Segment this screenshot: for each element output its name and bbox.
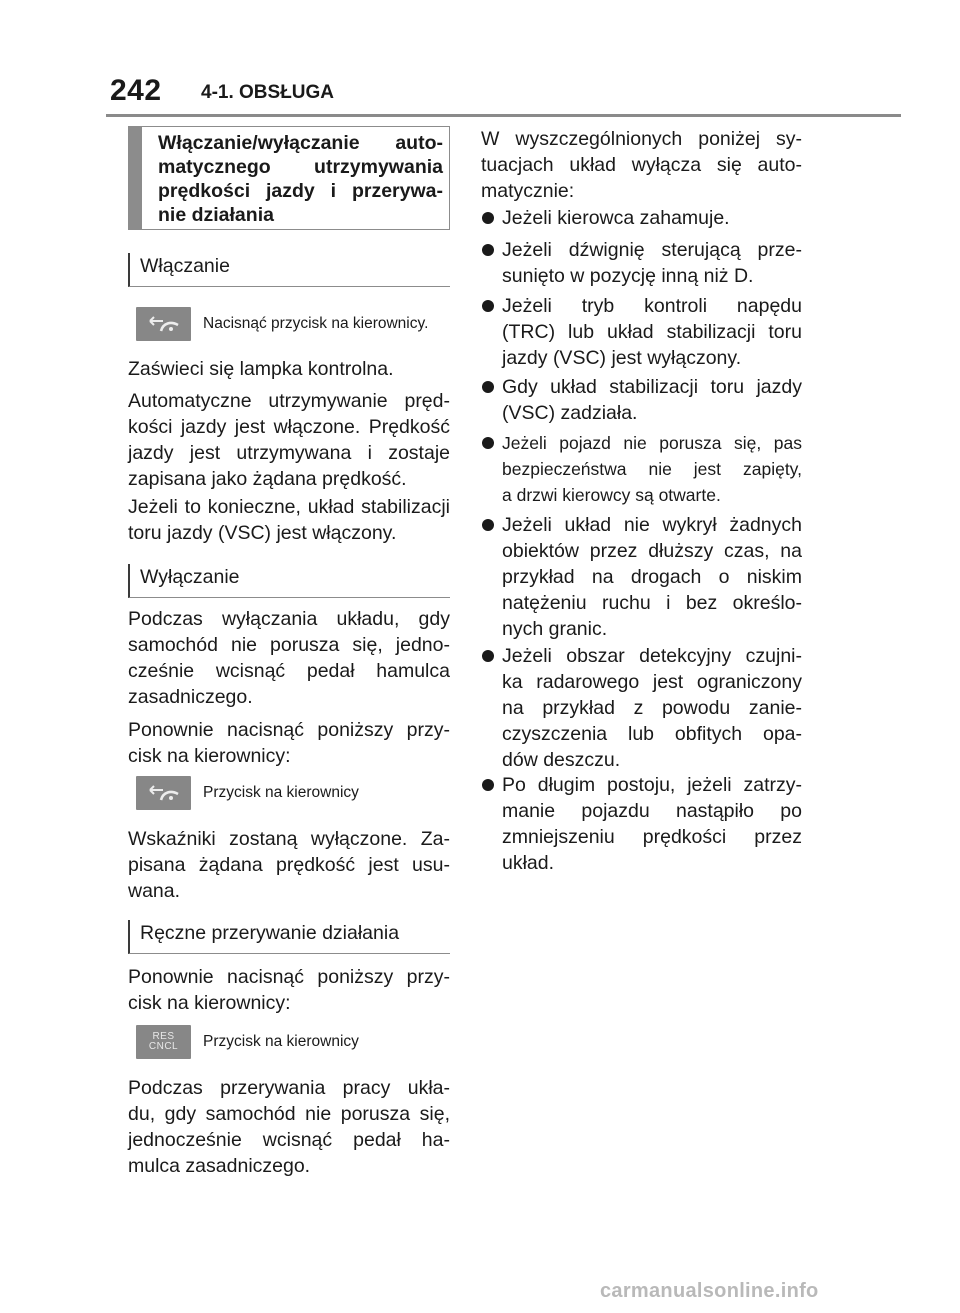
text-line: a drzwi kierowcy są otwarte. — [502, 485, 721, 505]
bullet-item — [481, 237, 802, 289]
bullet-text — [502, 643, 802, 773]
text-line: Wskaźniki zostaną wyłączone. Za- — [128, 828, 450, 850]
heading-off: Wyłączanie — [128, 564, 450, 598]
text-line: mulca zasadniczego. — [128, 1155, 311, 1177]
text-line: Automatyczne utrzymywanie pręd- — [128, 390, 450, 412]
text-line: zasadniczego. — [128, 686, 253, 708]
text-line: obiektów przez dłuższy czas, na — [502, 540, 802, 562]
watermark-link[interactable]: carmanualsonline.info — [600, 1280, 819, 1302]
text-line: ka radarowego jest ograniczony — [502, 671, 802, 693]
heading-manual: Ręczne przerywanie działania — [128, 920, 450, 954]
cruise-button — [136, 776, 191, 810]
text-line: Gdy układ stabilizacji toru jazdy — [502, 376, 802, 398]
bullet-item — [481, 293, 802, 371]
text-line: zapisana jako żądana prędkość. — [128, 468, 407, 490]
button-row-manual — [136, 1025, 456, 1059]
text-line: (VSC) zadziała. — [502, 402, 638, 424]
cncl-text: CNCL — [148, 1041, 179, 1052]
text-line: Ponownie nacisnąć poniższy przy- — [128, 719, 450, 741]
text-line: Zaświeci się lampka kontrolna. — [128, 358, 394, 380]
button-row-on — [136, 307, 456, 341]
button-row-off — [136, 776, 456, 810]
text-line: du, gdy samochód nie porusza się, — [128, 1103, 450, 1125]
text-line: na przykład z powodu zanie- — [502, 697, 802, 719]
text-line: natężeniu ruchu i bez określo- — [502, 592, 802, 614]
text-line: (TRC) lub układ stabilizacji toru — [502, 321, 802, 343]
cruise-button — [136, 307, 191, 341]
text-line: zmniejszeniu prędkości przez — [502, 826, 802, 848]
text-line: wana. — [128, 880, 181, 902]
res-text: RES — [152, 1031, 175, 1042]
text-line: toru jazdy (VSC) jest włączony. — [128, 522, 397, 544]
button-caption: Nacisnąć przycisk na kierownicy. — [203, 315, 429, 332]
bullet-dot-icon — [482, 381, 494, 393]
res-cncl-label — [149, 1032, 178, 1052]
bullet-text — [502, 205, 802, 231]
text-line: cześnie wcisnąć pedał hamulca — [128, 660, 450, 682]
paragraph — [128, 494, 450, 546]
text-line: samochód nie porusza się, jedno- — [128, 634, 450, 656]
text-line: Podczas wyłączania układu, gdy — [128, 608, 450, 630]
paragraph — [128, 388, 450, 492]
text-line: cisk na kierownicy: — [128, 745, 291, 767]
bullet-text — [502, 772, 802, 876]
topic-title-box — [128, 126, 450, 230]
paragraph — [128, 964, 450, 1016]
text-line: jazdy jest utrzymywana i zostaje — [128, 442, 450, 464]
paragraph — [128, 1075, 450, 1179]
topic-title-line: prędkości jazdy i przerywa- — [158, 180, 443, 202]
text-line: Podczas przerywania pracy ukła- — [128, 1077, 450, 1099]
bullet-item — [481, 430, 802, 508]
steering-cruise-icon — [147, 784, 181, 802]
text-line: Jeżeli kierowca zahamuje. — [502, 207, 730, 229]
text-line: pisana żądana prędkość jest usu- — [128, 854, 450, 876]
text-line: nych granic. — [502, 618, 608, 640]
text-line: kości jazdy jest włączone. Prędkość — [128, 416, 450, 438]
text-line: Jeżeli tryb kontroli napędu — [502, 295, 802, 317]
paragraph — [128, 826, 450, 904]
bullet-item — [481, 643, 802, 773]
text-line: układ. — [502, 852, 555, 874]
bullet-text — [502, 293, 802, 371]
text-line: Jeżeli pojazd nie porusza się, pas — [502, 433, 802, 453]
bullet-dot-icon — [482, 519, 494, 531]
text-line: Jeżeli dźwignię sterującą prze- — [502, 239, 802, 261]
topic-title-line: nie działania — [158, 204, 274, 226]
text-line: przykład na drogach o niskim — [502, 566, 802, 588]
bullet-item — [481, 205, 802, 231]
text-line: manie pojazdu nastąpiło po — [502, 800, 802, 822]
button-caption: Przycisk na kierownicy — [203, 784, 359, 801]
header-rule — [106, 114, 901, 117]
bullet-text — [502, 237, 802, 289]
text-line: czyszczenia lub obfitych opa- — [502, 723, 802, 745]
text-line: cisk na kierownicy: — [128, 992, 291, 1014]
section-title: 4-1. OBSŁUGA — [201, 82, 335, 103]
text-line: matycznie: — [481, 180, 575, 202]
bullet-dot-icon — [482, 212, 494, 224]
text-line: jazdy (VSC) jest wyłączony. — [502, 347, 742, 369]
topic-title-line: matycznego utrzymywania — [158, 156, 443, 178]
bullet-text — [502, 512, 802, 642]
bullet-dot-icon — [482, 779, 494, 791]
button-caption: Przycisk na kierownicy — [203, 1033, 359, 1050]
text-line: sunięto w pozycję inną niż D. — [502, 265, 754, 287]
text-line: jednocześnie wcisnąć pedał ha- — [128, 1129, 450, 1151]
intro-paragraph — [481, 126, 802, 204]
bullet-dot-icon — [482, 300, 494, 312]
steering-cruise-icon — [147, 315, 181, 333]
page-number: 242 — [110, 74, 162, 107]
text-line: Po długim postoju, jeżeli zatrzy- — [502, 774, 802, 796]
text-line: Ponownie nacisnąć poniższy przy- — [128, 966, 450, 988]
text-line: dów deszczu. — [502, 749, 621, 771]
text-line: Jeżeli to konieczne, układ stabilizacji — [128, 496, 450, 518]
topic-title-line: Włączanie/wyłączanie auto- — [158, 132, 443, 154]
bullet-text — [502, 374, 802, 426]
bullet-item — [481, 772, 802, 876]
paragraph — [128, 717, 450, 769]
bullet-dot-icon — [482, 650, 494, 662]
text-line: W wyszczególnionych poniżej sy- — [481, 128, 802, 150]
text-line: bezpieczeństwa nie jest zapięty, — [502, 459, 802, 479]
bullet-dot-icon — [482, 244, 494, 256]
bullet-item — [481, 374, 802, 426]
text-line: tuacjach układ wyłącza się auto- — [481, 154, 802, 176]
text-line: Jeżeli obszar detekcyjny czujni- — [502, 645, 802, 667]
heading-on: Włączanie — [128, 253, 450, 287]
paragraph — [128, 356, 450, 382]
res-cncl-button — [136, 1025, 191, 1059]
paragraph — [128, 606, 450, 710]
bullet-text — [502, 430, 802, 508]
bullet-dot-icon — [482, 437, 494, 449]
bullet-item — [481, 512, 802, 642]
text-line: Jeżeli układ nie wykrył żadnych — [502, 514, 802, 536]
